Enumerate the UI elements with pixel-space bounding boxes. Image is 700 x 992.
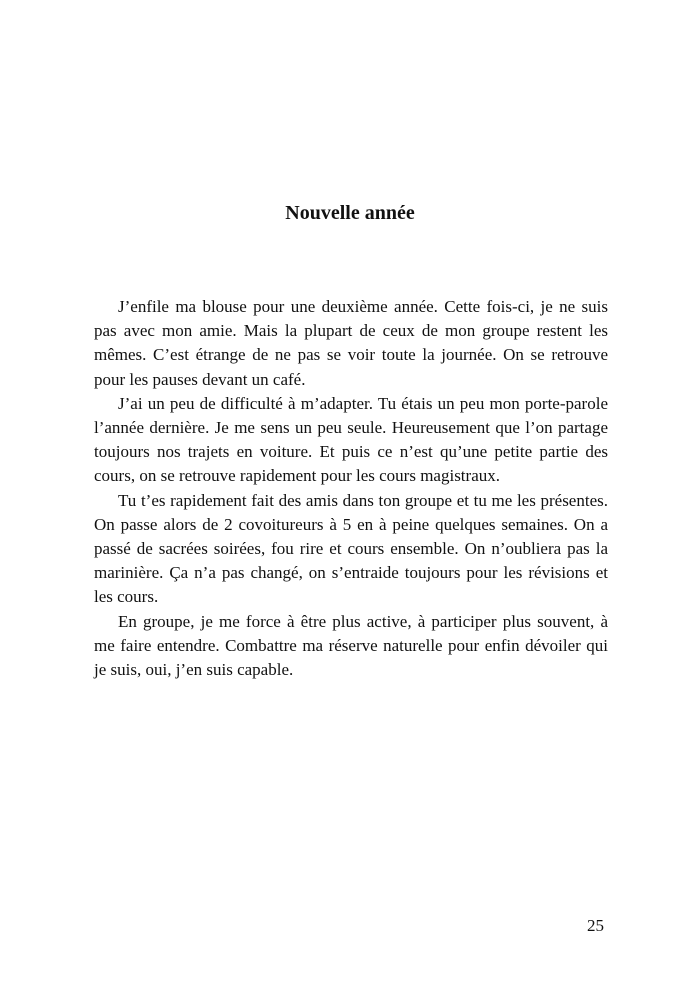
- paragraph: J’enfile ma blouse pour une deuxième année. Cette fois-ci, je ne suis pas avec mon amie. Mais la plupart de ceux de mon groupe restent les mêmes. C’est étrange de ne pas se voir toute la journée. On se retrouve pour les pauses devant un café.: [94, 297, 608, 389]
- chapter-body: [94, 295, 608, 682]
- chapter-title: Nouvelle année: [285, 202, 415, 224]
- paragraph: J’ai un peu de difficulté à m’adapter. Tu étais un peu mon porte-parole l’année dernière. Je me sens un peu seule. Heureusement que l’on partage toujours nos trajets en voiture. Et puis ce n’est qu’une petite partie des cours, on se retrouve rapidement pour les cours magistraux.: [94, 393, 608, 486]
- page-number: 25: [587, 916, 604, 935]
- paragraph: Tu t’es rapidement fait des amis dans ton groupe et tu me les présentes. On passe alors de 2 covoitureurs à 5 en à peine quelques semaines. On a passé de sacrées soirées, fou rire et cours ensemble. On n’oubliera pas la marinière. Ça n’a pas changé, on s’entraide toujours pour les révisions et les cours.: [94, 490, 608, 607]
- paragraph: En groupe, je me force à être plus active, à participer plus souvent, à me faire entendre. Combattre ma réserve naturelle pour enfin dévoiler qui je suis, oui, j’en suis capable.: [94, 611, 608, 680]
